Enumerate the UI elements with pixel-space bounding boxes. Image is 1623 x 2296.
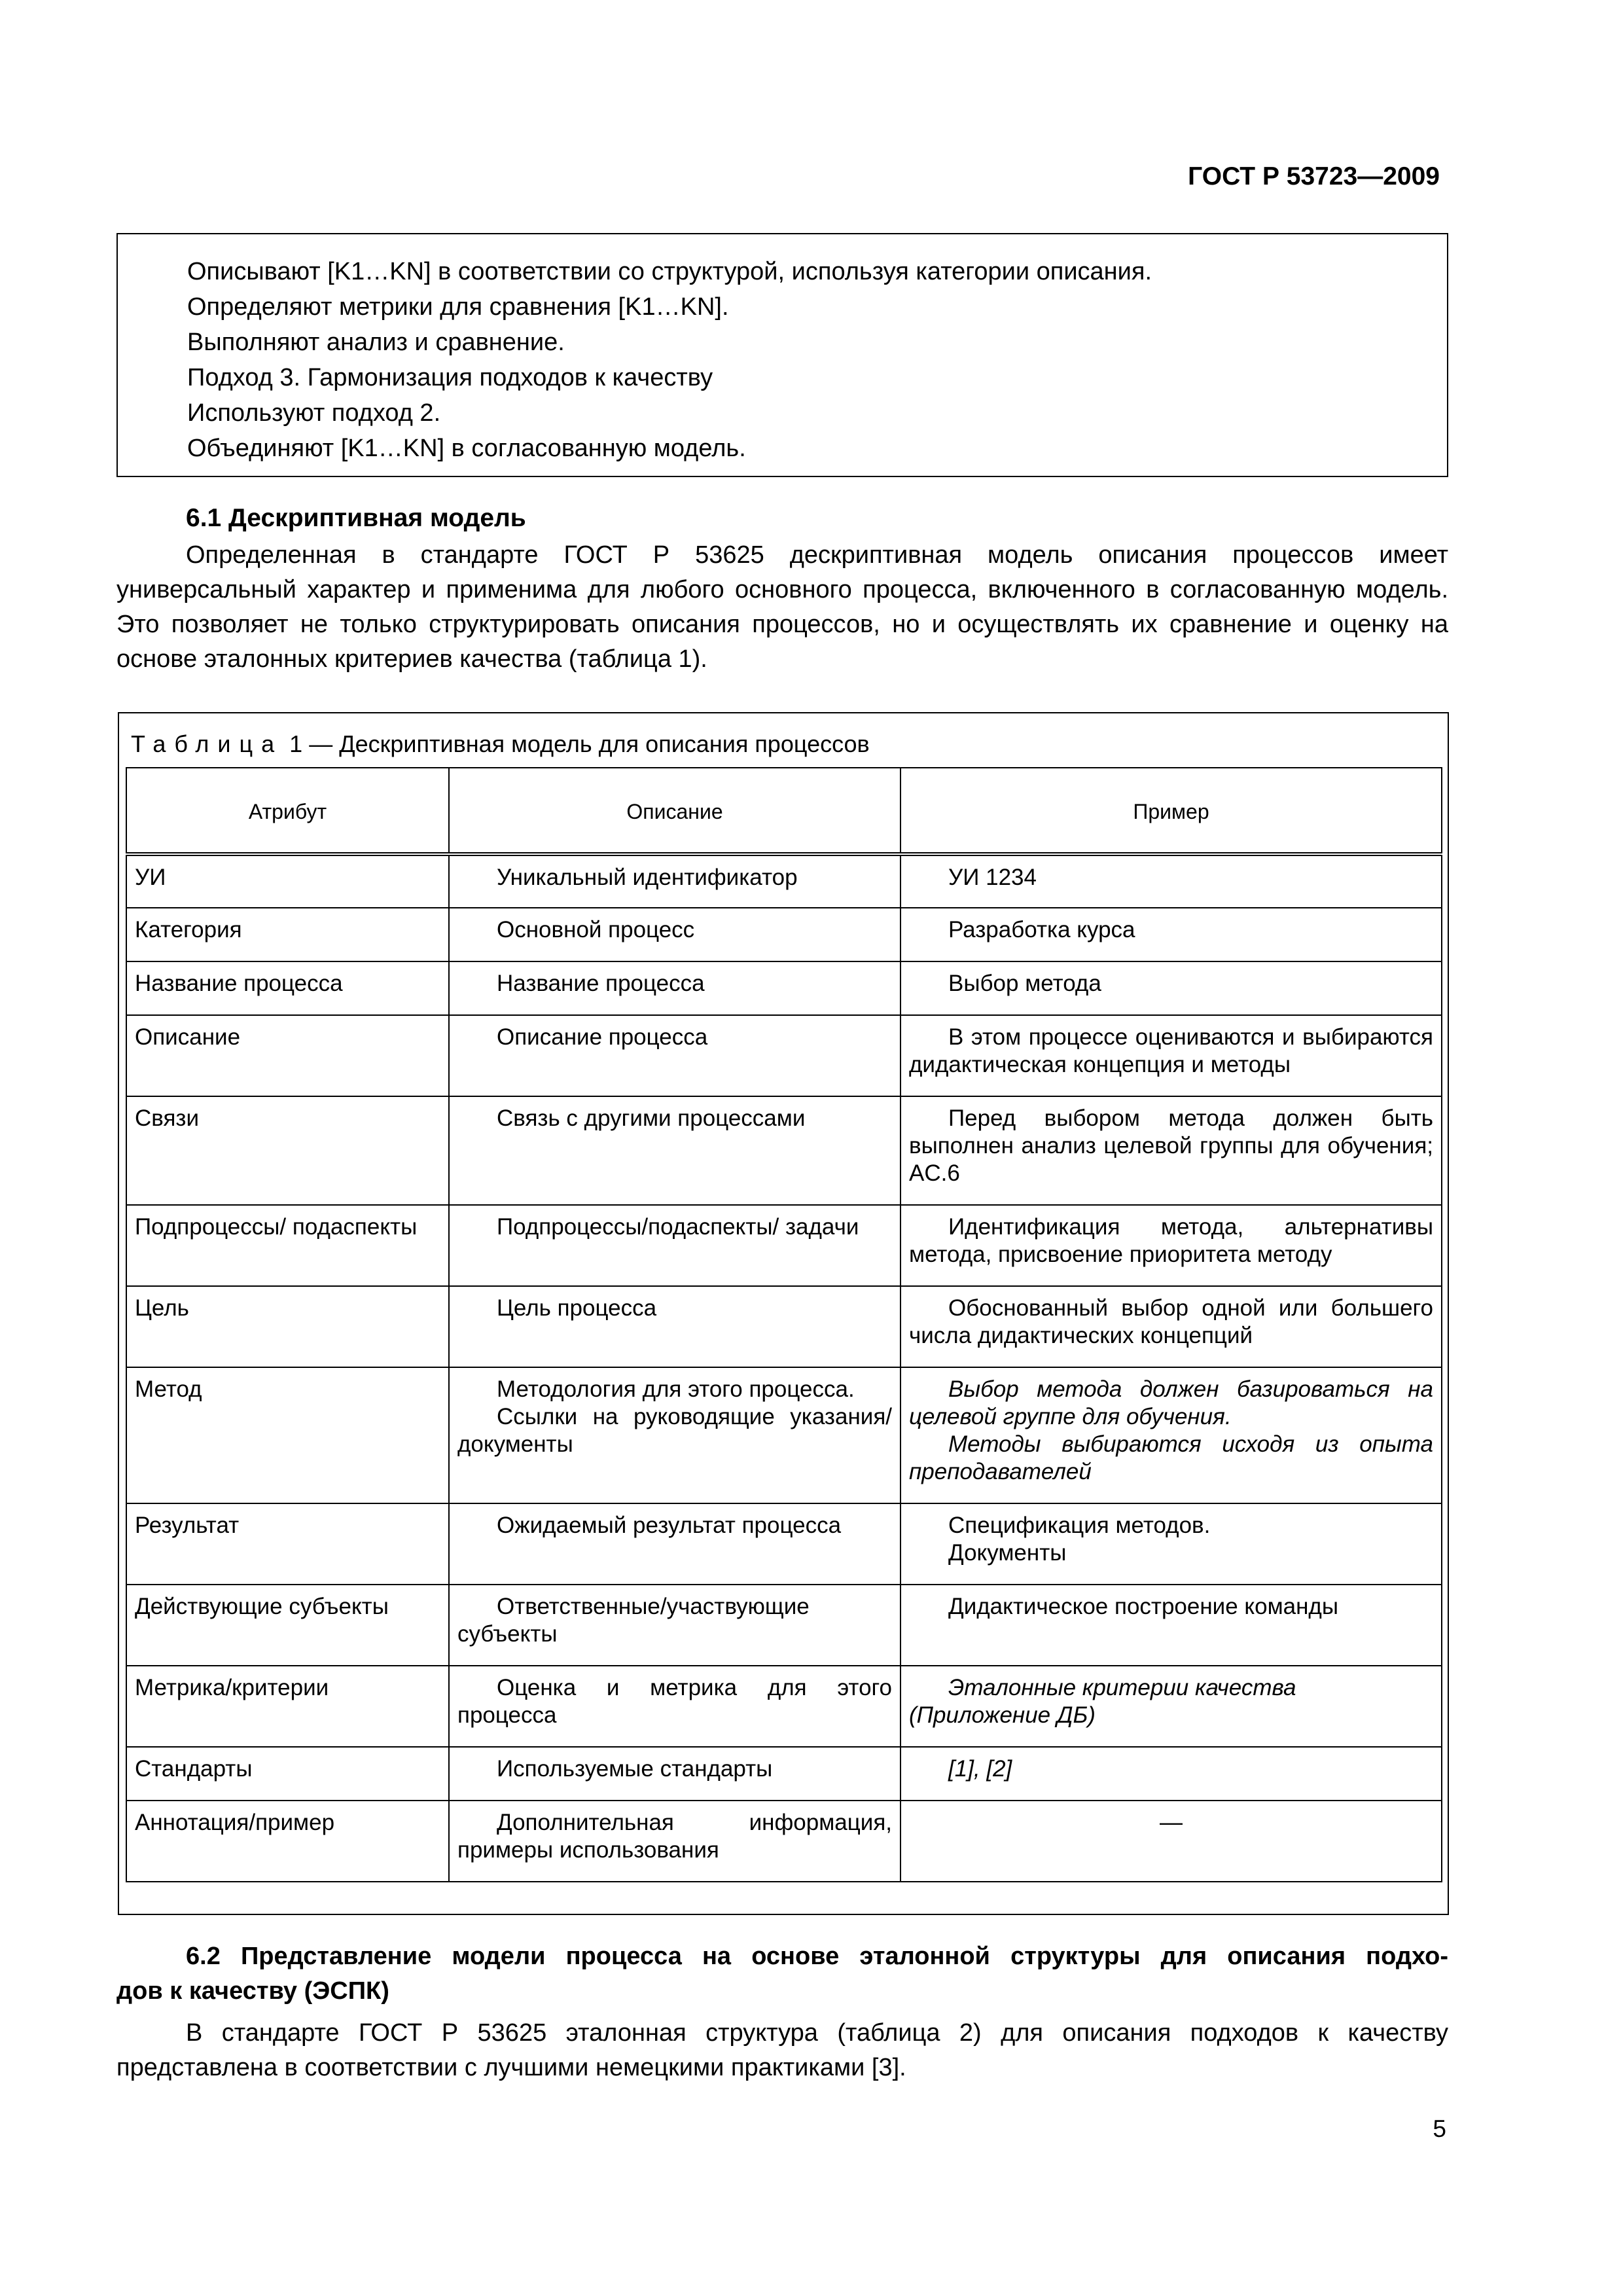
description-cell: Ожидаемый результат процесса — [449, 1503, 901, 1585]
attribute-cell: УИ — [126, 854, 449, 908]
descriptive-model-table — [126, 767, 1442, 1882]
table-row — [126, 1666, 1442, 1747]
box-line: Объединяют [K1…KN] в согласованную модель. — [187, 435, 746, 462]
attribute-cell: Стандарты — [126, 1747, 449, 1801]
section-6-2-title-line: дов к качеству (ЭСПК) — [116, 1977, 389, 2005]
description-cell: Ответственные/участвующие субъекты — [449, 1585, 901, 1666]
table-1-caption — [131, 730, 870, 758]
table-row — [126, 908, 1442, 961]
attribute-cell: Описание — [126, 1015, 449, 1096]
description-cell: Дополнительная информация, примеры использования — [449, 1801, 901, 1882]
example-cell: — — [901, 1801, 1442, 1882]
attribute-cell: Результат — [126, 1503, 449, 1585]
example-cell — [901, 1367, 1442, 1503]
example-cell: УИ 1234 — [901, 854, 1442, 908]
box-line: Описывают [K1…KN] в соответствии со структурой, используя категории описания. — [187, 258, 1152, 285]
table-row — [126, 1286, 1442, 1367]
description-cell: Описание процесса — [449, 1015, 901, 1096]
attribute-cell: Подпроцессы/ подаспекты — [126, 1205, 449, 1286]
description-cell: Название процесса — [449, 961, 901, 1015]
example-cell: Разработка курса — [901, 908, 1442, 961]
example-cell — [901, 1503, 1442, 1585]
attribute-cell: Категория — [126, 908, 449, 961]
attribute-cell: Действующие субъекты — [126, 1585, 449, 1666]
section-6-2-paragraph: В стандарте ГОСТ Р 53625 эталонная структура (таблица 2) для описания подходов к качеству представлена в соответствии с лучшими немецкими практиками [3]. — [116, 2019, 1448, 2081]
column-header: Атрибут — [126, 768, 449, 854]
section-6-2-title-line: 6.2 Представление модели процесса на основе эталонной структуры для описания подхо- — [186, 1943, 1448, 1970]
example-line: Спецификация методов. — [948, 1513, 1211, 1538]
standard-id: ГОСТ Р 53723—2009 — [1188, 162, 1440, 190]
table-row — [126, 961, 1442, 1015]
example-cell: Эталонные критерии качества (Приложение ДБ) — [901, 1666, 1442, 1747]
section-6-1-paragraph: Определенная в стандарте ГОСТ Р 53625 дескриптивная модель описания процессов имеет универсальный характер и применима для любого основного процесса, включенного в согласованную модель. Это позволяет не только структурировать описания процессов, но и осуществлять их сравнение и оценку на основе эталонных критериев качества (таблица 1). — [116, 541, 1448, 673]
box-line: Выполняют анализ и сравнение. — [187, 329, 565, 356]
description-cell — [449, 1367, 901, 1503]
table-row — [126, 1015, 1442, 1096]
table-row — [126, 1096, 1442, 1205]
table-row — [126, 1205, 1442, 1286]
example-cell: Перед выбором метода должен быть выполнен анализ целевой группы для обучения; AC.6 — [901, 1096, 1442, 1205]
example-line: Выбор метода должен базироваться на целевой группе для обучения. — [909, 1376, 1433, 1429]
table-row — [126, 1801, 1442, 1882]
attribute-cell: Цель — [126, 1286, 449, 1367]
description-cell: Подпроцессы/подаспекты/ задачи — [449, 1205, 901, 1286]
example-cell: Идентификация метода, альтернативы метода, присвоение приоритета методу — [901, 1205, 1442, 1286]
table-row — [126, 1503, 1442, 1585]
description-cell: Уникальный идентификатор — [449, 854, 901, 908]
table-row — [126, 854, 1442, 908]
section-6-2-title — [116, 1939, 1448, 2009]
section-6-1-title: 6.1 Дескриптивная модель — [186, 504, 526, 532]
table-caption-text: 1 — Дескриптивная модель для описания процессов — [289, 730, 870, 757]
page-number: 5 — [1433, 2115, 1446, 2142]
example-line: Документы — [948, 1540, 1067, 1566]
description-cell: Основной процесс — [449, 908, 901, 961]
attribute-cell: Название процесса — [126, 961, 449, 1015]
example-cell: Обоснованный выбор одной или большего числа дидактических концепций — [901, 1286, 1442, 1367]
table-caption-label: Таблица — [131, 730, 283, 757]
box-line: Подход 3. Гармонизация подходов к качеству — [187, 364, 713, 391]
description-cell: Оценка и метрика для этого процесса — [449, 1666, 901, 1747]
description-line: Ссылки на руководящие указания/документы — [457, 1404, 892, 1457]
box-line: Используют подход 2. — [187, 399, 441, 427]
description-cell: Связь с другими процессами — [449, 1096, 901, 1205]
column-header: Пример — [901, 768, 1442, 854]
example-cell: [1], [2] — [901, 1747, 1442, 1801]
table-row — [126, 1747, 1442, 1801]
column-header: Описание — [449, 768, 901, 854]
approach-steps-box — [116, 233, 1448, 477]
table-row — [126, 1585, 1442, 1666]
description-cell: Используемые стандарты — [449, 1747, 901, 1801]
attribute-cell: Аннотация/пример — [126, 1801, 449, 1882]
example-line: Методы выбираются исходя из опыта преподавателей — [909, 1431, 1433, 1484]
attribute-cell: Связи — [126, 1096, 449, 1205]
attribute-cell: Метод — [126, 1367, 449, 1503]
box-line: Определяют метрики для сравнения [K1…KN]. — [187, 293, 729, 321]
attribute-cell: Метрика/критерии — [126, 1666, 449, 1747]
table-row — [126, 1367, 1442, 1503]
example-cell: В этом процессе оцениваются и выбираются дидактическая концепция и методы — [901, 1015, 1442, 1096]
description-cell: Цель процесса — [449, 1286, 901, 1367]
table-header-row — [126, 768, 1442, 854]
description-line: Методология для этого процесса. — [497, 1376, 855, 1402]
example-cell: Дидактическое построение команды — [901, 1585, 1442, 1666]
example-cell: Выбор метода — [901, 961, 1442, 1015]
